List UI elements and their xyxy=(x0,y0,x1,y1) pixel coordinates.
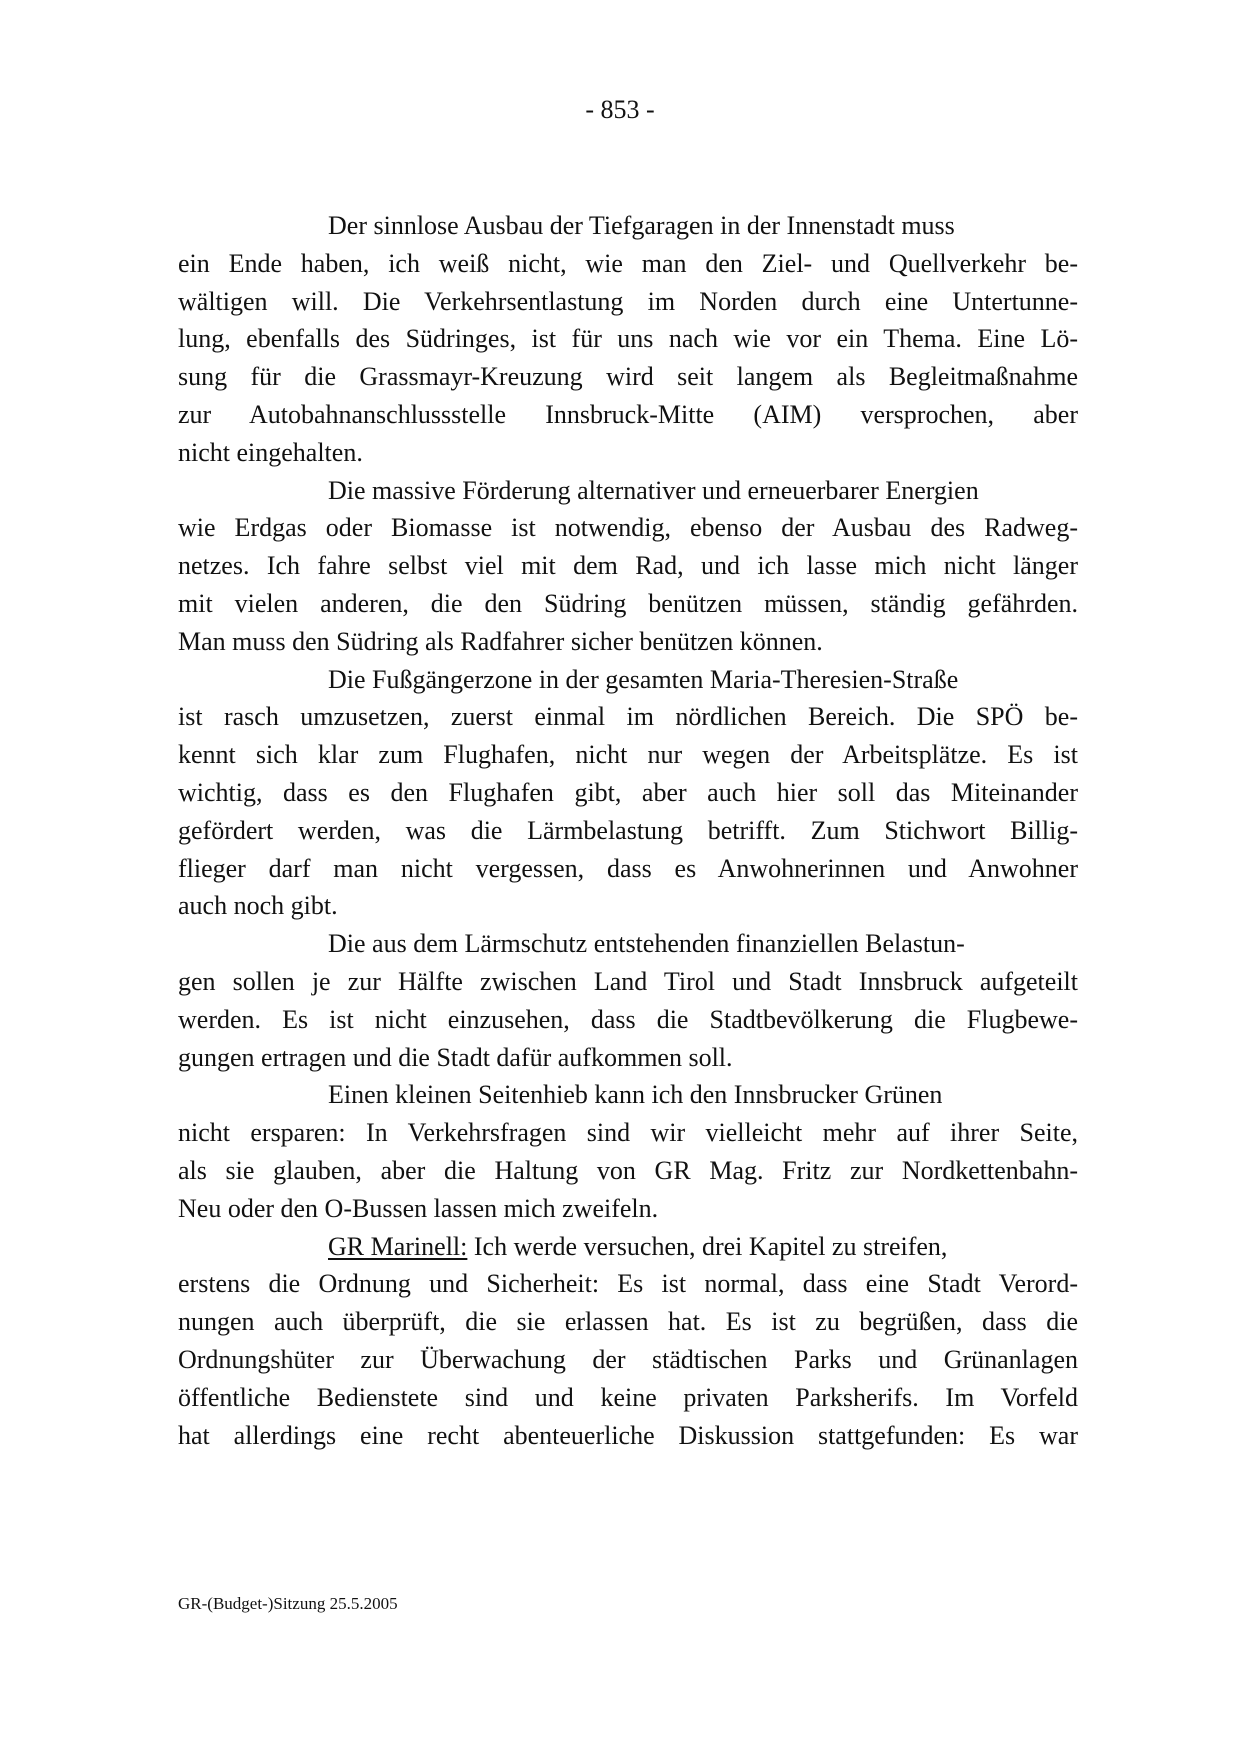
paragraph xyxy=(178,661,1078,926)
text-line: mit vielen anderen, die den Südring benützen müssen, ständig gefährden. xyxy=(178,588,1078,618)
text-line: zur Autobahnanschlussstelle Innsbruck-Mitte (AIM) versprochen, aber xyxy=(178,399,1078,429)
speaker-name: GR Marinell: xyxy=(328,1231,468,1261)
text-line-rest: Ich werde versuchen, drei Kapitel zu streifen, xyxy=(467,1231,948,1261)
text-line: Man muss den Südring als Radfahrer sicher benützen können. xyxy=(178,626,823,656)
paragraph xyxy=(178,1228,1078,1455)
text-line xyxy=(178,1228,1078,1266)
text-line: lung, ebenfalls des Südringes, ist für uns nach wie vor ein Thema. Eine Lö- xyxy=(178,324,1078,354)
text-line: kennt sich klar zum Flughafen, nicht nur wegen der Arbeitsplätze. Es ist xyxy=(178,740,1078,770)
paragraph xyxy=(178,1076,1078,1227)
text-line: wältigen will. Die Verkehrsentlastung im Norden durch eine Untertunne- xyxy=(178,286,1078,316)
text-line: hat allerdings eine recht abenteuerliche Diskussion stattgefunden: Es war xyxy=(178,1420,1078,1450)
text-line: als sie glauben, aber die Haltung von GR Mag. Fritz zur Nordkettenbahn- xyxy=(178,1155,1078,1185)
text-line: netzes. Ich fahre selbst viel mit dem Rad, und ich lasse mich nicht länger xyxy=(178,551,1078,581)
text-line: Einen kleinen Seitenhieb kann ich den Innsbrucker Grünen xyxy=(328,1080,943,1110)
text-line: erstens die Ordnung und Sicherheit: Es ist normal, dass eine Stadt Verord- xyxy=(178,1269,1078,1299)
text-line: wie Erdgas oder Biomasse ist notwendig, ebenso der Ausbau des Radweg- xyxy=(178,513,1078,543)
page-number: - 853 - xyxy=(585,95,655,124)
text-line: wichtig, dass es den Flughafen gibt, aber auch hier soll das Miteinander xyxy=(178,777,1078,807)
text-line: Neu oder den O-Bussen lassen mich zweifeln. xyxy=(178,1193,659,1223)
paragraph xyxy=(178,472,1078,661)
paragraph xyxy=(178,925,1078,1076)
text-line: sung für die Grassmayr-Kreuzung wird seit langem als Begleitmaßnahme xyxy=(178,362,1078,392)
text-line: Der sinnlose Ausbau der Tiefgaragen in der Innenstadt muss xyxy=(328,211,955,240)
text-line: Die massive Förderung alternativer und erneuerbarer Energien xyxy=(328,475,979,505)
text-line: Ordnungshüter zur Überwachung der städtischen Parks und Grünanlagen xyxy=(178,1344,1078,1374)
text-line: gen sollen je zur Hälfte zwischen Land Tirol und Stadt Innsbruck aufgeteilt xyxy=(178,966,1078,996)
text-line: Die aus dem Lärmschutz entstehenden finanziellen Belastun- xyxy=(328,929,965,959)
text-line: werden. Es ist nicht einzusehen, dass die Stadtbevölkerung die Flugbewe- xyxy=(178,1004,1078,1034)
text-line: ist rasch umzusetzen, zuerst einmal im nördlichen Bereich. Die SPÖ be- xyxy=(178,702,1078,732)
text-line: auch noch gibt. xyxy=(178,891,338,921)
paragraph xyxy=(178,207,1078,472)
body-text xyxy=(178,207,1078,1454)
text-line: nungen auch überprüft, die sie erlassen hat. Es ist zu begrüßen, dass die xyxy=(178,1307,1078,1337)
text-line: gungen ertragen und die Stadt dafür aufkommen soll. xyxy=(178,1042,733,1072)
text-line: gefördert werden, was die Lärmbelastung betrifft. Zum Stichwort Billig- xyxy=(178,815,1078,845)
text-line: Die Fußgängerzone in der gesamten Maria-Theresien-Straße xyxy=(328,664,959,694)
text-line: nicht ersparen: In Verkehrsfragen sind wir vielleicht mehr auf ihrer Seite, xyxy=(178,1118,1078,1148)
text-line: ein Ende haben, ich weiß nicht, wie man den Ziel- und Quellverkehr be- xyxy=(178,248,1078,278)
text-line: öffentliche Bedienstete sind und keine privaten Parksherifs. Im Vorfeld xyxy=(178,1382,1078,1412)
text-line: nicht eingehalten. xyxy=(178,437,363,467)
footer-session-date: GR-(Budget-)Sitzung 25.5.2005 xyxy=(178,1594,398,1613)
text-line: flieger darf man nicht vergessen, dass es Anwohnerinnen und Anwohner xyxy=(178,853,1078,883)
